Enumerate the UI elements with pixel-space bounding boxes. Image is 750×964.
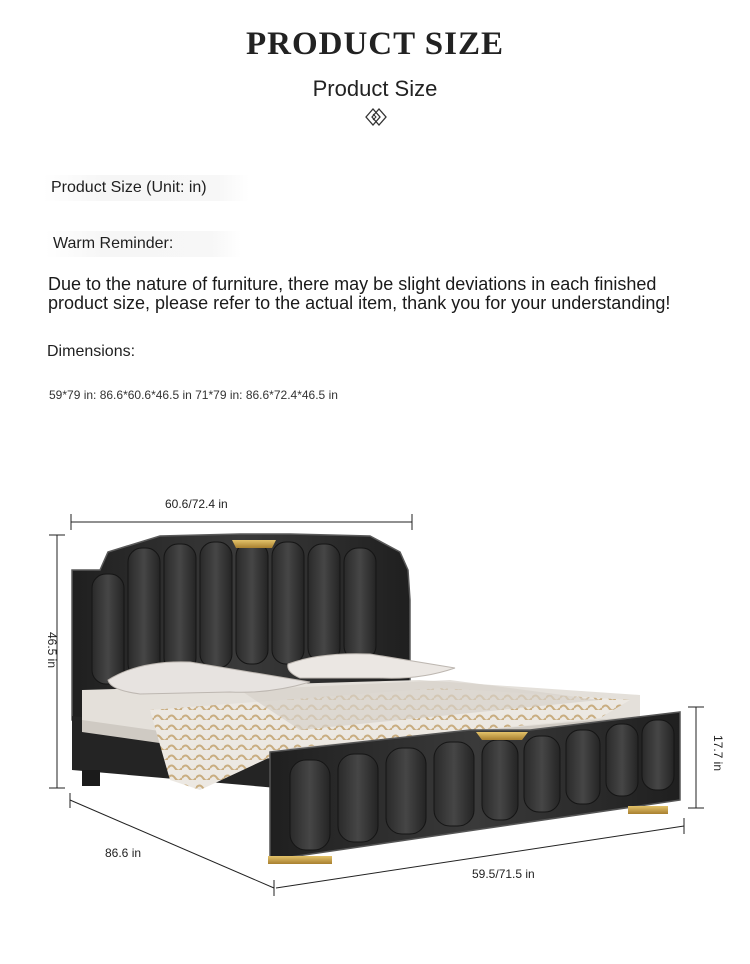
dimensions-value: 59*79 in: 86.6*60.6*46.5 in 71*79 in: 86.6*72.4*46.5 in (49, 388, 338, 402)
diamond-ornament-icon (362, 105, 390, 129)
footboard-height-label: 17.7 in (711, 734, 725, 772)
headboard-width-label: 60.6/72.4 in (165, 497, 228, 511)
frame-width-label: 59.5/71.5 in (472, 867, 535, 881)
warm-reminder-label: Warm Reminder: (45, 231, 241, 257)
reminder-text: Due to the nature of furniture, there may be slight deviations in each finished product size, please refer to the actual item, thank you for your understanding! (48, 274, 671, 313)
total-height-label: 46.5 in (45, 631, 59, 669)
dimensions-label: Dimensions: (47, 343, 136, 360)
bed-length-label: 86.6 in (105, 846, 142, 860)
page-subtitle: Product Size (312, 76, 438, 101)
size-unit-label: Product Size (Unit: in) (43, 175, 249, 201)
page-title: PRODUCT SIZE (245, 26, 505, 62)
